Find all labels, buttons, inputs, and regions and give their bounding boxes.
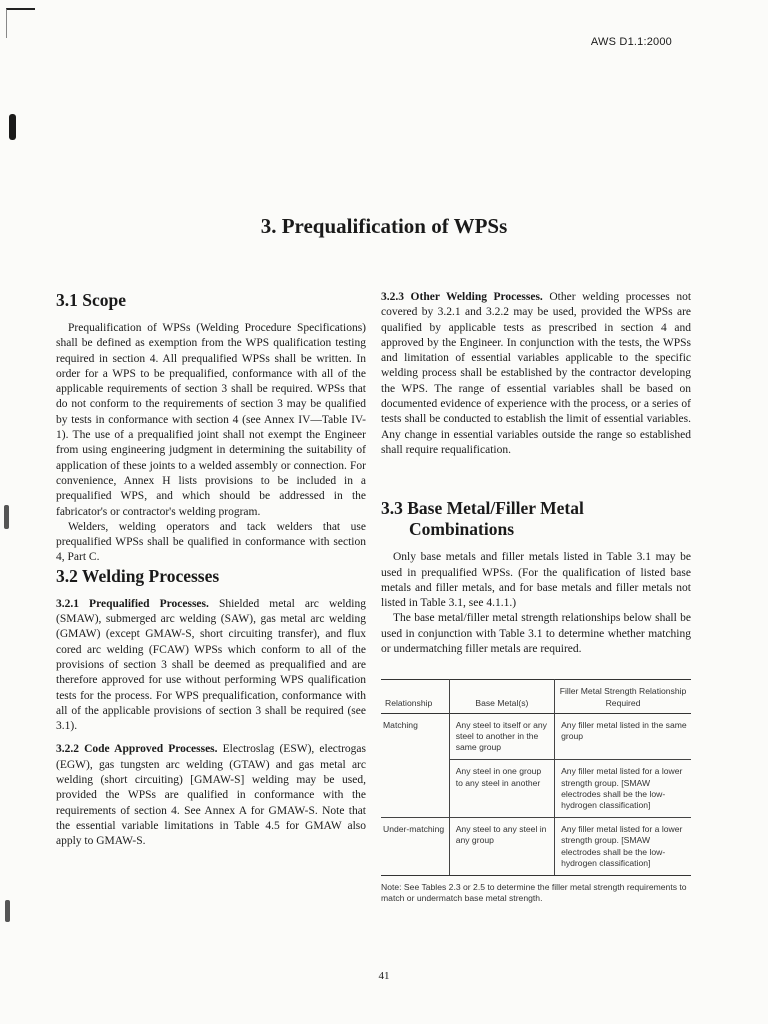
- section-3-2-3-paragraph: [381, 290, 691, 458]
- cell-filler-metal: Any filler metal listed for a lower strength group. [SMAW electrodes shall be the low-hydrogen classification]: [555, 760, 691, 818]
- binder-hole-mark-bottom: [5, 900, 10, 922]
- header-base-metal: Base Metal(s): [449, 680, 554, 713]
- table-row: [381, 818, 691, 876]
- cell-base-metal: Any steel to itself or any steel to another in the same group: [449, 713, 554, 760]
- cell-filler-metal: Any filler metal listed in the same group: [555, 713, 691, 760]
- scan-corner-mark: [6, 8, 35, 38]
- section-3-3-heading: [381, 498, 691, 540]
- binder-hole-mark-middle: [4, 505, 9, 529]
- right-column: [381, 290, 691, 905]
- section-3-3-heading-line-1: 3.3 Base Metal/Filler Metal: [381, 498, 584, 519]
- section-3-3-paragraph-1: Only base metals and filler metals listed in Table 3.1 may be used in prequalified WPSs. (For the qualification of listed base metals and filler metals, and for base metals and filler metals not listed in Table 3.1, see 4.1.1.): [381, 551, 691, 610]
- section-3-2-1-paragraph: [56, 597, 366, 735]
- cell-relationship: Under-matching: [381, 818, 449, 876]
- binder-hole-mark-top: [9, 114, 16, 140]
- document-id-header: AWS D1.1:2000: [590, 36, 672, 48]
- section-3-1-paragraph-2: Welders, welding operators and tack welders that use prequalified WPSs shall be qualified in conformance with section 4, Part C.: [56, 520, 366, 564]
- section-3-1-heading: 3.1 Scope: [56, 290, 126, 310]
- cell-relationship: Matching: [383, 719, 418, 730]
- header-filler-metal: Filler Metal Strength Relationship Required: [555, 680, 691, 713]
- section-3-2-2-body: Electroslag (ESW), electrogas (EGW), gas tungsten arc welding (GTAW) and gas metal arc welding (short circuiting) [GMAW-S] welding may be used, provided the WPSs are qualified in conformance with the requirements of section 4. See Annex A for GMAW-S. Note that the essential variable limitations in Table 4.5 for GMAW also apply to GMAW-S.: [56, 743, 367, 848]
- left-column: [56, 290, 366, 850]
- chapter-title: 3. Prequalification of WPSs: [260, 214, 508, 238]
- header-relationship: Relationship: [385, 697, 433, 708]
- strength-relationship-table-wrapper: [381, 679, 691, 905]
- section-3-2-1-title: 3.2.1 Prequalified Processes.: [56, 597, 209, 610]
- section-3-2-3-body: Other welding processes not covered by 3.2.1 and 3.2.2 may be used, provided the WPSs are qualified by applicable tests as prescribed in section 4 and approved by the Engineer. In conjunction with the tests, the WPSs and limitation of essential variables applicable to the specific welding process shall be established by the contractor developing the WPS. The range of essential variables shall be based on documented evidence of experience with the process, or a series of tests shall be conducted to establish the limit of essential variables. Any change in essential variables outside the range so established shall require requalification.: [381, 291, 692, 456]
- cell-filler-metal: Any filler metal listed for a lower strength group. [SMAW electrodes shall be the low-hydrogen classification]: [555, 818, 691, 876]
- section-3-3-heading-line-2: Combinations: [409, 519, 515, 540]
- section-3-2-2-paragraph: [56, 742, 366, 849]
- cell-base-metal: Any steel in one group to any steel in another: [449, 760, 554, 818]
- page-number: 41: [378, 970, 390, 982]
- section-3-2-heading: 3.2 Welding Processes: [56, 565, 220, 586]
- table-row: [381, 713, 691, 760]
- section-3-2-1-body: Shielded metal arc welding (SMAW), submerged arc welding (SAW), gas metal arc welding (GMAW) (except GMAW-S, short circuiting transfer), and flux cored arc welding (FCAW) WPSs which conform to all of the provisions of section 3 shall be deemed as prequalified and are therefore approved for use without performing WPS qualification tests for the process. For WPS prequalification, conformance with all of the applicable provisions of section 3 shall be required (see 3.1).: [56, 597, 366, 733]
- strength-relationship-table: [381, 679, 691, 876]
- section-3-1-paragraph-1: Prequalification of WPSs (Welding Procedure Specifications) shall be defined as exemption from the WPS qualification testing required in section 4. All prequalified WPSs shall be written. In order for a WPS to be prequalified, conformance with all of the applicable requirements of section 3 shall be required. WPSs that do not conform to the requirements of section 3 may be qualified by tests in conformance with section 4 (see Annex IV—Table IV-1). The use of a prequalified joint shall not exempt the Engineer from using engineering judgment in determining the suitability of application of these joints to a welded assembly or connection. For convenience, Annex H lists provisions to be included in a prequalified WPS, and which should be addressed in the fabricator's or contractor's welding program.: [56, 322, 366, 518]
- cell-base-metal: Any steel to any steel in any group: [449, 818, 554, 876]
- section-3-2-3-title: 3.2.3 Other Welding Processes.: [381, 291, 543, 303]
- table-header-row: [381, 680, 691, 713]
- section-3-3-paragraph-2: The base metal/filler metal strength relationships below shall be used in conjunction with Table 3.1 to determine whether matching or undermatching filler metals are required.: [381, 612, 691, 656]
- section-3-2-2-title: 3.2.2 Code Approved Processes.: [56, 743, 218, 756]
- table-note: Note: See Tables 2.3 or 2.5 to determine the filler metal strength requirements to match or undermatch base metal strength.: [381, 881, 687, 904]
